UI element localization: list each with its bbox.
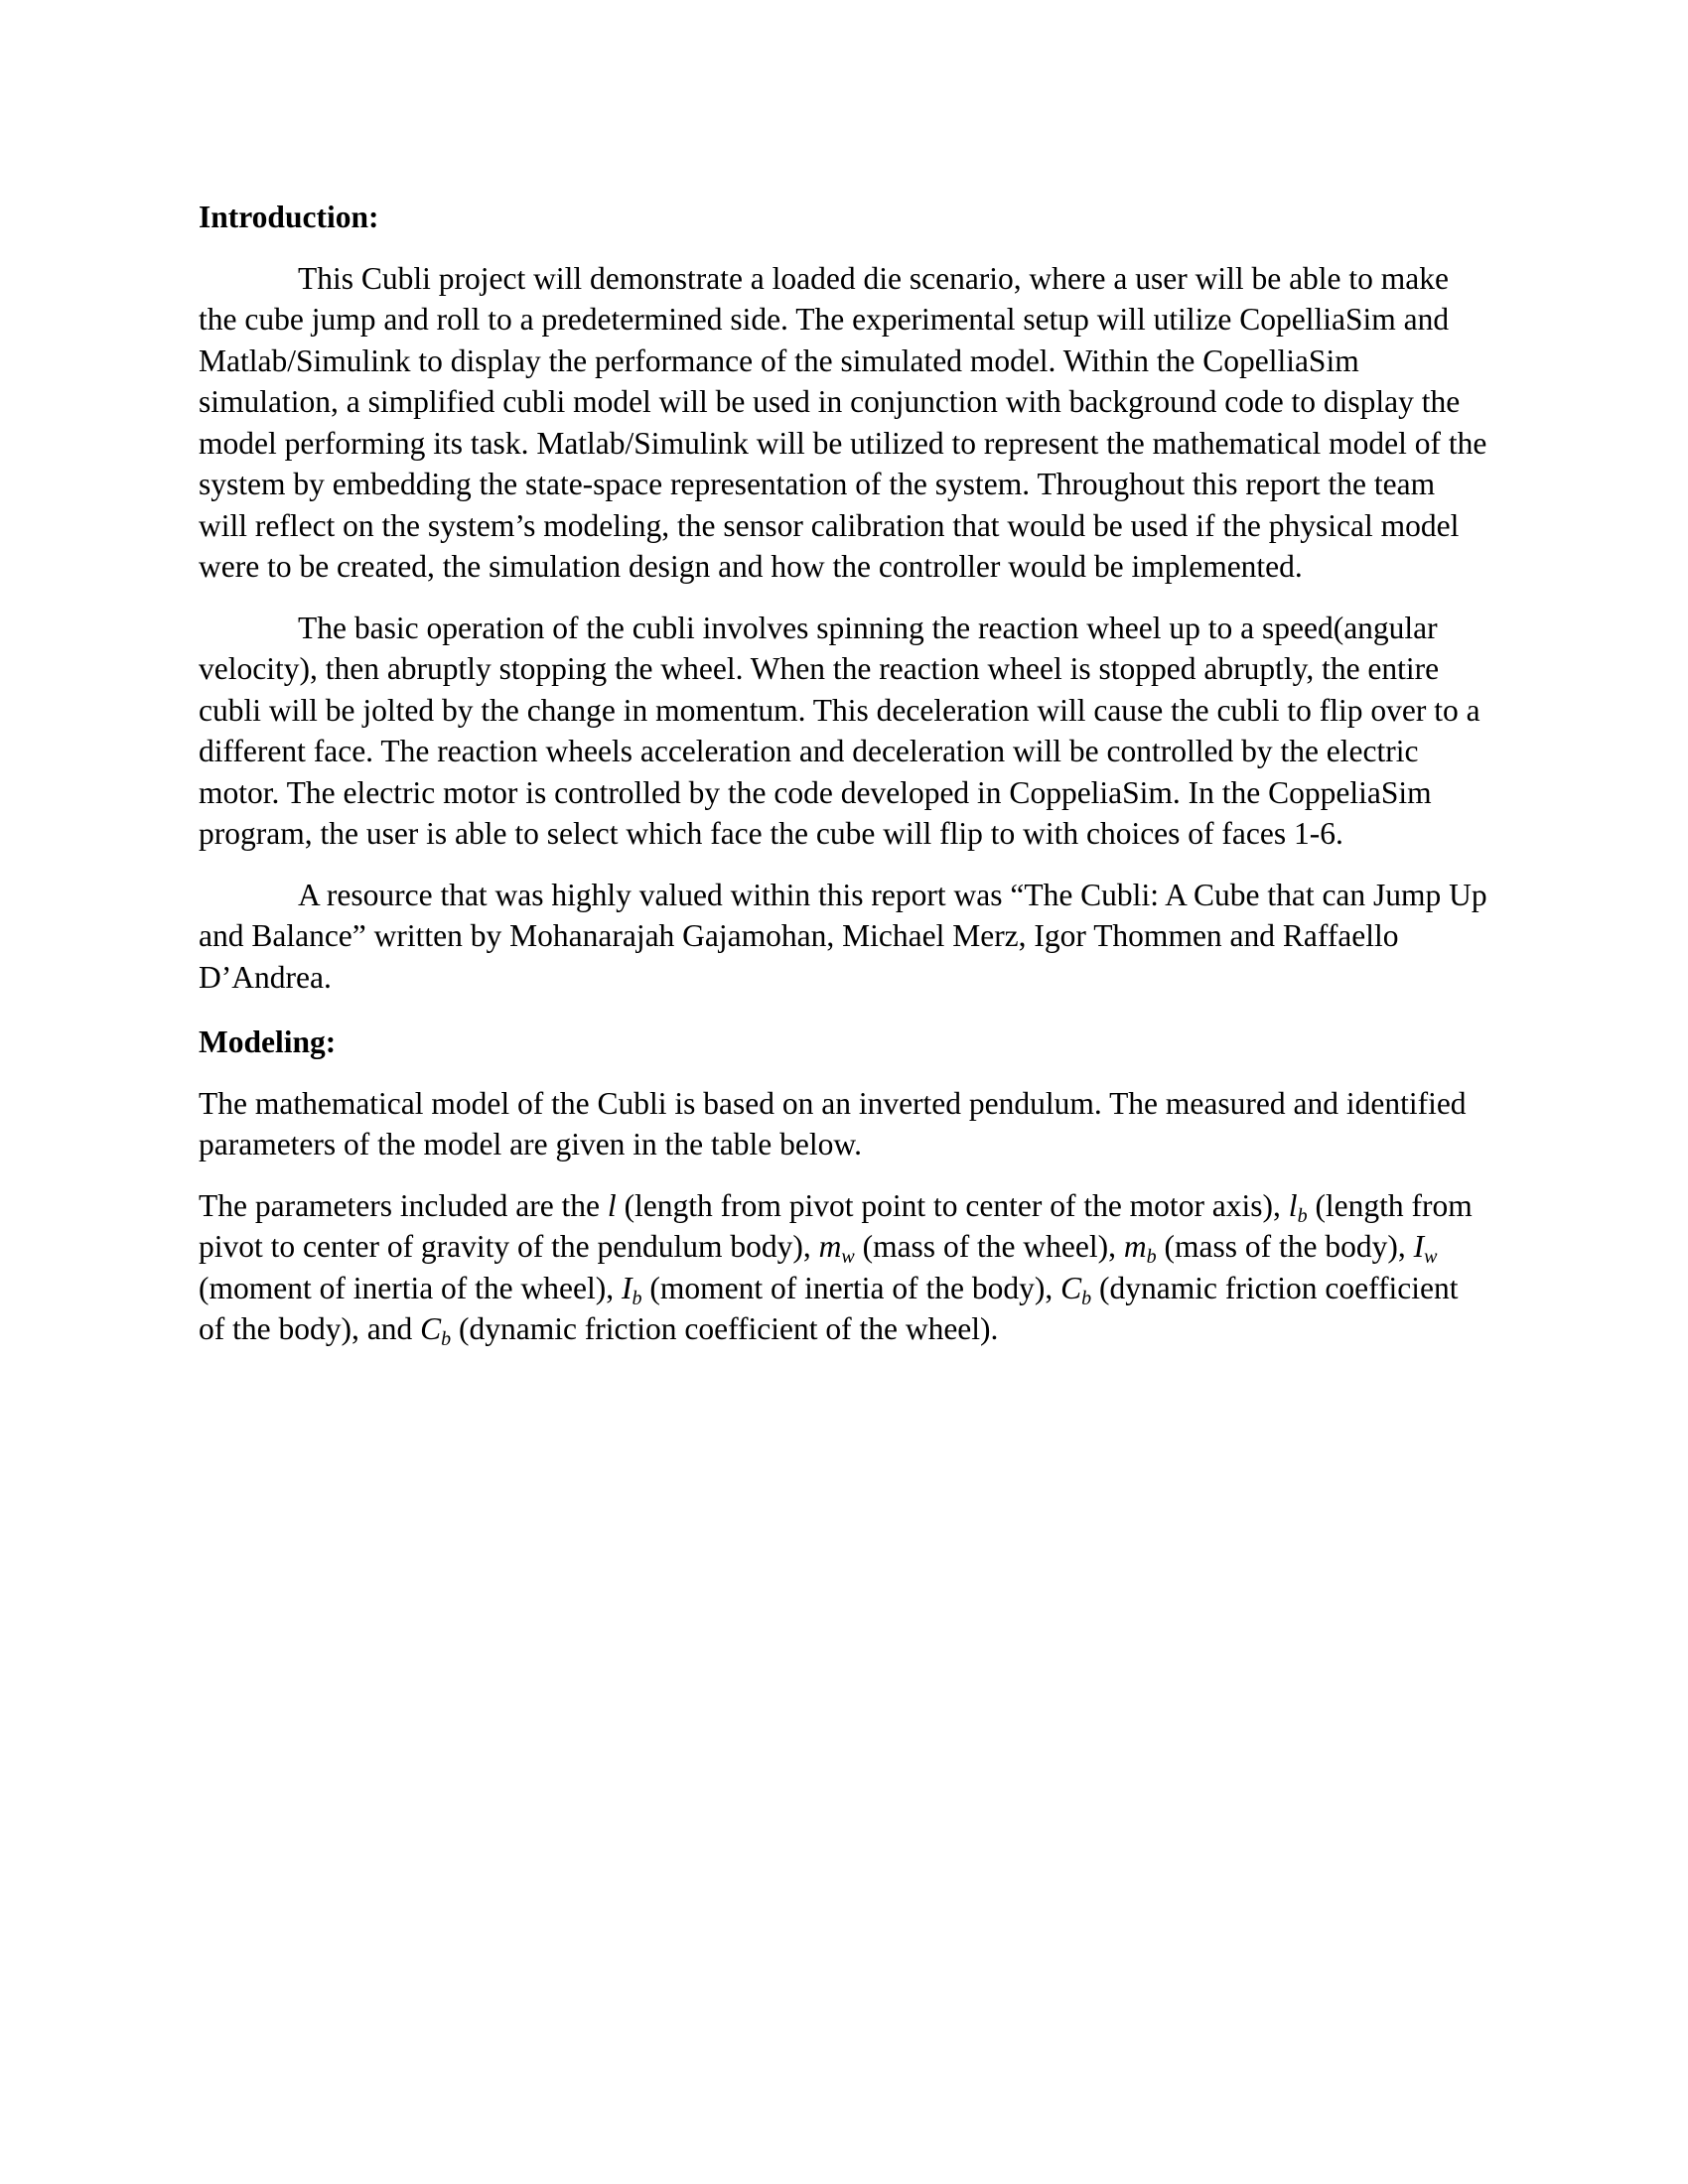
modeling-intro-paragraph: The mathematical model of the Cubli is based on an inverted pendulum. The measured and identified parameters of the model are given in the table below. <box>199 1085 1467 1161</box>
parameters-text: (dynamic friction coefficient of the body), and <box>199 1270 1459 1346</box>
parameters-text: (length from pivot point to center of the motor axis), <box>616 1187 1289 1223</box>
parameters-text: (dynamic friction coefficient of the wheel). <box>451 1311 999 1346</box>
document-body <box>199 197 1489 1370</box>
symbol-Iw-subscript: w <box>1424 1246 1438 1268</box>
symbol-lb: l <box>1288 1187 1298 1223</box>
symbol-Cb-body: C <box>1060 1270 1082 1305</box>
symbol-Cb-wheel-subscript: b <box>441 1328 452 1350</box>
symbol-Ib: I <box>621 1270 633 1305</box>
symbol-mw-subscript: w <box>841 1246 855 1268</box>
parameters-text: The parameters included are the <box>199 1187 608 1223</box>
symbol-Iw: I <box>1413 1229 1425 1264</box>
symbol-mb: m <box>1123 1229 1147 1264</box>
parameters-text: (mass of the body), <box>1156 1229 1414 1264</box>
symbol-Cb-body-subscript: b <box>1081 1287 1092 1309</box>
introduction-paragraph-1: This Cubli project will demonstrate a loaded die scenario, where a user will be able to make the cube jump and roll to a predetermined side. The experimental setup will utilize CopelliaSim and Matlab/Simulink to display the performance of the simulated model. Within the CopelliaSim simulation, a simplified cubli model will be used in conjunction with background code to display the model performing its task. Matlab/Simulink will be utilized to represent the mathematical model of the system by embedding the state-space representation of the system. Throughout this report the team will reflect on the system’s modeling, the sensor calibration that would be used if the physical model were to be created, the simulation design and how the controller would be implemented. <box>199 260 1487 584</box>
symbol-mw: m <box>818 1229 842 1264</box>
symbol-Cb-wheel: C <box>420 1311 442 1346</box>
modeling-heading: Modeling: <box>199 1024 337 1059</box>
parameters-text: (moment of inertia of the wheel), <box>199 1270 622 1305</box>
symbol-l: l <box>607 1187 617 1223</box>
parameters-text: (mass of the wheel), <box>854 1229 1124 1264</box>
symbol-mb-subscript: b <box>1146 1246 1157 1268</box>
introduction-heading: Introduction: <box>199 200 379 234</box>
symbol-Ib-subscript: b <box>632 1287 642 1309</box>
symbol-lb-subscript: b <box>1297 1204 1308 1227</box>
introduction-paragraph-3: A resource that was highly valued within this report was “The Cubli: A Cube that can Jump Up and Balance” written by Mohanarajah Gajamohan, Michael Merz, Igor Thommen and Raffaello D’Andrea. <box>199 877 1487 995</box>
introduction-paragraph-2: The basic operation of the cubli involves spinning the reaction wheel up to a speed(angular velocity), then abruptly stopping the wheel. When the reaction wheel is stopped abruptly, the entire cubli will be jolted by the change in momentum. This deceleration will cause the cubli to flip over to a different face. The reaction wheels acceleration and deceleration will be controlled by the electric motor. The electric motor is controlled by the code developed in CoppeliaSim. In the CoppeliaSim program, the user is able to select which face the cube will flip to with choices of faces 1-6. <box>199 610 1480 851</box>
modeling-parameters-paragraph <box>199 1185 1489 1350</box>
parameters-text: (length from pivot to center of gravity of the pendulum body), <box>199 1187 1473 1264</box>
parameters-text: (moment of inertia of the body), <box>641 1270 1061 1305</box>
